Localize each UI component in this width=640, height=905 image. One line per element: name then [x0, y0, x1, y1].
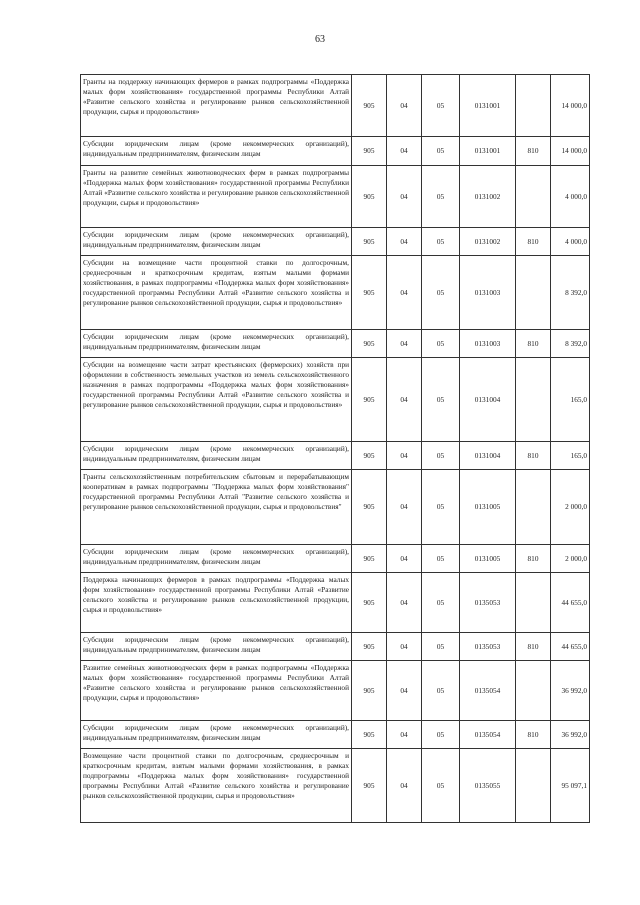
row-expense-type-code — [516, 749, 551, 823]
row-amount: 14 000,0 — [551, 137, 590, 166]
table-row — [81, 358, 590, 442]
row-subsection-code: 05 — [422, 721, 460, 749]
row-subsection-code: 05 — [422, 545, 460, 573]
row-section-code: 04 — [387, 633, 422, 661]
row-expense-type-code: 810 — [516, 137, 551, 166]
row-amount: 44 655,0 — [551, 633, 590, 661]
row-grbs-code: 905 — [352, 661, 387, 721]
row-target-article-code: 0131003 — [460, 330, 516, 358]
row-description: Субсидии юридическим лицам (кроме некоммерческих организаций), индивидуальным предпринимателям, физическим лицам — [81, 330, 352, 358]
row-target-article-code: 0131002 — [460, 228, 516, 256]
row-amount: 2 000,0 — [551, 470, 590, 545]
table-row — [81, 137, 590, 166]
table-row — [81, 166, 590, 228]
page-number: 63 — [315, 34, 325, 45]
row-target-article-code: 0135055 — [460, 749, 516, 823]
row-amount: 4 000,0 — [551, 166, 590, 228]
table-row — [81, 442, 590, 470]
row-section-code: 04 — [387, 573, 422, 633]
row-grbs-code: 905 — [352, 749, 387, 823]
row-section-code: 04 — [387, 358, 422, 442]
row-target-article-code: 0135053 — [460, 573, 516, 633]
row-expense-type-code: 810 — [516, 545, 551, 573]
row-amount: 8 392,0 — [551, 256, 590, 330]
row-description: Гранты сельскохозяйственным потребительским сбытовым и перерабатывающим кооперативам в рамках подпрограммы "Поддержка малых форм хозяйствования" государственной программы Республики Алтай "Развитие сельского хозяйства и регулирование рынков сельскохозяйственной продукции, сырья и продовольствия" — [81, 470, 352, 545]
row-target-article-code: 0135053 — [460, 633, 516, 661]
row-expense-type-code: 810 — [516, 721, 551, 749]
row-expense-type-code — [516, 358, 551, 442]
row-grbs-code: 905 — [352, 573, 387, 633]
row-target-article-code: 0135054 — [460, 721, 516, 749]
budget-table — [80, 74, 590, 823]
row-amount: 95 097,1 — [551, 749, 590, 823]
row-expense-type-code — [516, 166, 551, 228]
row-subsection-code: 05 — [422, 749, 460, 823]
row-grbs-code: 905 — [352, 545, 387, 573]
row-expense-type-code — [516, 256, 551, 330]
row-amount: 2 000,0 — [551, 545, 590, 573]
row-amount: 44 655,0 — [551, 573, 590, 633]
row-expense-type-code — [516, 75, 551, 137]
row-target-article-code: 0131002 — [460, 166, 516, 228]
row-section-code: 04 — [387, 749, 422, 823]
row-section-code: 04 — [387, 137, 422, 166]
row-grbs-code: 905 — [352, 470, 387, 545]
row-section-code: 04 — [387, 228, 422, 256]
row-amount: 165,0 — [551, 358, 590, 442]
row-amount: 14 000,0 — [551, 75, 590, 137]
row-section-code: 04 — [387, 256, 422, 330]
row-subsection-code: 05 — [422, 661, 460, 721]
table-row — [81, 256, 590, 330]
row-target-article-code: 0131004 — [460, 358, 516, 442]
row-expense-type-code — [516, 661, 551, 721]
row-subsection-code: 05 — [422, 228, 460, 256]
row-expense-type-code: 810 — [516, 330, 551, 358]
row-subsection-code: 05 — [422, 633, 460, 661]
row-grbs-code: 905 — [352, 228, 387, 256]
row-description: Субсидии юридическим лицам (кроме некоммерческих организаций), индивидуальным предпринимателям, физическим лицам — [81, 721, 352, 749]
row-description: Гранты на развитие семейных животноводческих ферм в рамках подпрограммы «Поддержка малых форм хозяйствования» государственной программы Республики Алтай «Развитие сельского хозяйства и регулирование рынков сельскохозяйственной продукции, сырья и продовольствия» — [81, 166, 352, 228]
row-target-article-code: 0131004 — [460, 442, 516, 470]
row-expense-type-code: 810 — [516, 442, 551, 470]
table-row — [81, 661, 590, 721]
row-subsection-code: 05 — [422, 137, 460, 166]
row-amount: 36 992,0 — [551, 721, 590, 749]
row-subsection-code: 05 — [422, 470, 460, 545]
row-grbs-code: 905 — [352, 633, 387, 661]
row-grbs-code: 905 — [352, 137, 387, 166]
row-description: Субсидии юридическим лицам (кроме некоммерческих организаций), индивидуальным предпринимателям, физическим лицам — [81, 137, 352, 166]
row-subsection-code: 05 — [422, 330, 460, 358]
row-grbs-code: 905 — [352, 75, 387, 137]
row-subsection-code: 05 — [422, 256, 460, 330]
table-row — [81, 228, 590, 256]
row-amount: 4 000,0 — [551, 228, 590, 256]
row-expense-type-code: 810 — [516, 633, 551, 661]
row-description: Возмещение части процентной ставки по долгосрочным, среднесрочным и краткосрочным кредитам, взятым малыми формами хозяйствования, в рамках подпрограммы «Поддержка малых форм хозяйствования» государственной программы Республики Алтай «Развитие сельского хозяйства и регулирование рынков сельскохозяйственной продукции, сырья и продовольствия» — [81, 749, 352, 823]
row-description: Субсидии юридическим лицам (кроме некоммерческих организаций), индивидуальным предпринимателям, физическим лицам — [81, 545, 352, 573]
row-description: Субсидии юридическим лицам (кроме некоммерческих организаций), индивидуальным предпринимателям, физическим лицам — [81, 228, 352, 256]
row-section-code: 04 — [387, 330, 422, 358]
row-grbs-code: 905 — [352, 358, 387, 442]
row-target-article-code: 0131005 — [460, 470, 516, 545]
row-expense-type-code — [516, 470, 551, 545]
row-expense-type-code — [516, 573, 551, 633]
row-description: Субсидии юридическим лицам (кроме некоммерческих организаций), индивидуальным предпринимателям, физическим лицам — [81, 442, 352, 470]
row-description: Поддержка начинающих фермеров в рамках подпрограммы «Поддержка малых форм хозяйствования» государственной программы Республики Алтай «Развитие сельского хозяйства и регулирование рынков сельскохозяйственной продукции, сырья и продовольствия» — [81, 573, 352, 633]
table-row — [81, 721, 590, 749]
row-section-code: 04 — [387, 75, 422, 137]
table-row — [81, 633, 590, 661]
table-row — [81, 75, 590, 137]
row-subsection-code: 05 — [422, 442, 460, 470]
row-target-article-code: 0131003 — [460, 256, 516, 330]
row-amount: 36 992,0 — [551, 661, 590, 721]
row-section-code: 04 — [387, 661, 422, 721]
row-subsection-code: 05 — [422, 358, 460, 442]
table-row — [81, 545, 590, 573]
budget-table-body — [81, 75, 590, 823]
row-description: Развитие семейных животноводческих ферм в рамках подпрограммы «Поддержка малых форм хозяйствования» государственной программы Республики Алтай «Развитие сельского хозяйства и регулирование рынков сельскохозяйственной продукции, сырья и продовольствия» — [81, 661, 352, 721]
table-row — [81, 470, 590, 545]
row-section-code: 04 — [387, 721, 422, 749]
table-row — [81, 330, 590, 358]
row-description: Гранты на поддержку начинающих фермеров в рамках подпрограммы «Поддержка малых форм хозяйствования» государственной программы Республики Алтай «Развитие сельского хозяйства и регулирование рынков сельскохозяйственной продукции, сырья и продовольствия» — [81, 75, 352, 137]
row-grbs-code: 905 — [352, 166, 387, 228]
row-section-code: 04 — [387, 166, 422, 228]
row-target-article-code: 0131001 — [460, 137, 516, 166]
row-amount: 8 392,0 — [551, 330, 590, 358]
row-grbs-code: 905 — [352, 721, 387, 749]
row-grbs-code: 905 — [352, 256, 387, 330]
row-subsection-code: 05 — [422, 166, 460, 228]
row-amount: 165,0 — [551, 442, 590, 470]
row-description: Субсидии на возмещение части процентной ставки по долгосрочным, среднесрочным и краткосрочным кредитам, взятым малыми формами хозяйствования, в рамках подпрограммы «Поддержка малых форм хозяйствования» государственной программы Республики Алтай «Развитие сельского хозяйства и регулирование рынков сельскохозяйственной продукции, сырья и продовольствия» — [81, 256, 352, 330]
row-section-code: 04 — [387, 545, 422, 573]
row-grbs-code: 905 — [352, 330, 387, 358]
row-description: Субсидии на возмещение части затрат крестьянских (фермерских) хозяйств при оформлении в собственность земельных участков из земель сельскохозяйственного назначения в рамках подпрограммы «Поддержка малых форм хозяйствования» государственной программы Республики Алтай «Развитие сельского хозяйства и регулирование рынков сельскохозяйственной продукции, сырья и продовольствия» — [81, 358, 352, 442]
row-grbs-code: 905 — [352, 442, 387, 470]
row-subsection-code: 05 — [422, 573, 460, 633]
row-description: Субсидии юридическим лицам (кроме некоммерческих организаций), индивидуальным предпринимателям, физическим лицам — [81, 633, 352, 661]
row-target-article-code: 0135054 — [460, 661, 516, 721]
table-row — [81, 749, 590, 823]
row-target-article-code: 0131005 — [460, 545, 516, 573]
row-subsection-code: 05 — [422, 75, 460, 137]
row-section-code: 04 — [387, 442, 422, 470]
table-row — [81, 573, 590, 633]
row-target-article-code: 0131001 — [460, 75, 516, 137]
row-expense-type-code: 810 — [516, 228, 551, 256]
row-section-code: 04 — [387, 470, 422, 545]
